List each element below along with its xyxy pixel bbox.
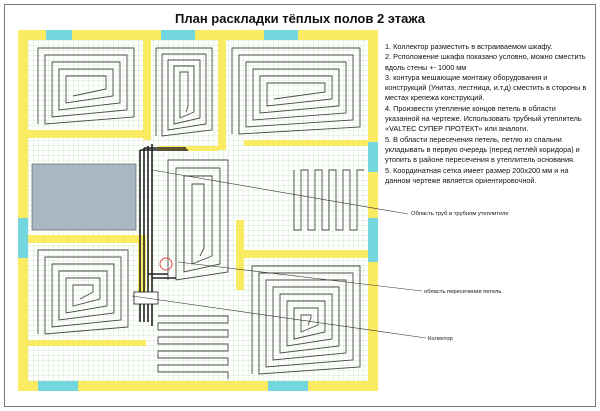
callout-crossing-label: область пересечения петель bbox=[424, 289, 502, 295]
note-1: 1. Коллектор разместить в встраиваемом шкафу. bbox=[385, 42, 553, 51]
leader-collector bbox=[132, 296, 426, 338]
callout-insulation-label: Область труб в трубном утеплителе bbox=[411, 211, 509, 217]
callout-collector-label: Колектор bbox=[428, 336, 453, 342]
note-5: 5. В области пересечения петель, петлю из спальни укладывать в первую очередь (перед петлёй коридора) и утопить в районе пересечения в утеплитель основания. bbox=[385, 134, 580, 165]
leader-crossing bbox=[178, 262, 422, 291]
note-6: 5. Координатная сетка имеет размер 200х200 мм и на данном чертеже является ориентировочной. bbox=[385, 165, 569, 185]
note-3: 3. контура мешающие монтажу оборудования и конструкций (Унитаз, лестница, и.т.д) сместить в стороны в местах крепежа конструкций. bbox=[385, 72, 587, 103]
drawing-title: План раскладки тёплых полов 2 этажа bbox=[174, 11, 425, 26]
note-2: 2. Рсположение шкафа показано условно, можно сместить вдоль стены +- 1000 мм bbox=[385, 52, 586, 72]
note-4: 4. Произвести утепление концов петель в области указанной на чертеже. Использовать трубный утеплитель «VALTEC СУПЕР ПРОТЕКТ» или аналоги. bbox=[385, 103, 582, 134]
leader-insulation bbox=[152, 170, 408, 214]
